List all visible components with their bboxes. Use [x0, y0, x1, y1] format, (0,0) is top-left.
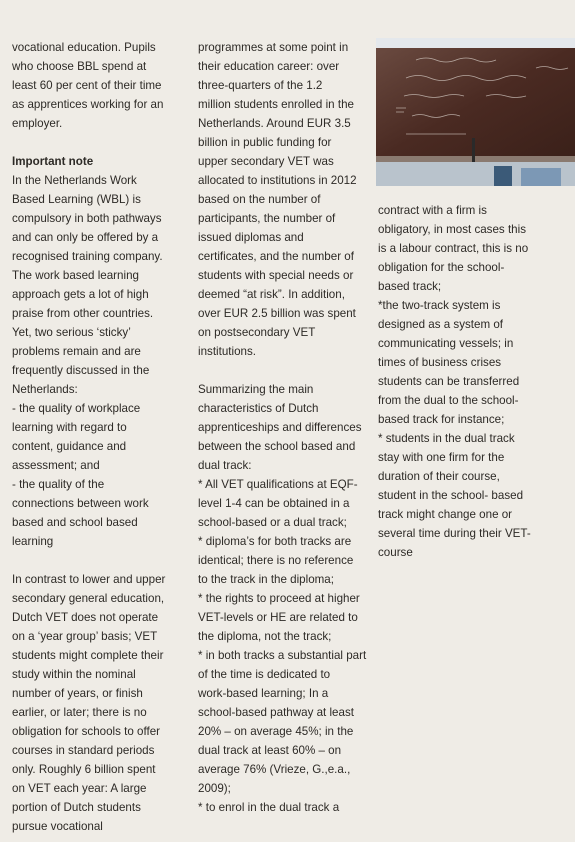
text-line: recognised training company.: [12, 250, 163, 263]
important-note: [12, 152, 176, 551]
text-line: who choose BBL spend at: [12, 60, 147, 73]
text-line: Netherlands:: [12, 383, 78, 396]
text-line: school-based pathway at least: [198, 706, 354, 719]
text-line: deemed “at risk”. In addition,: [198, 288, 345, 301]
text-line: as apprentices working for an: [12, 98, 164, 111]
text-line: billion in public funding for: [198, 136, 332, 149]
text-line: based track;: [378, 280, 442, 293]
text-line: dual track at least 60% – on: [198, 744, 342, 757]
note-body: [12, 171, 176, 551]
text-line: student in the school- based: [378, 489, 524, 502]
text-line: contract with a firm is: [378, 204, 487, 217]
text-line: based and school based: [12, 516, 138, 529]
text-line: allocated to institutions in 2012: [198, 174, 357, 187]
text-column-1: [12, 38, 176, 836]
text-line: students with special needs or: [198, 269, 354, 282]
text-line: several time during their VET-: [378, 527, 531, 540]
text-line: * diploma’s for both tracks are: [198, 535, 352, 548]
paragraph: [198, 38, 364, 361]
text-line: work-based learning; In a: [198, 687, 329, 700]
text-line: average 76% (Vrieze, G.,e.a.,: [198, 763, 351, 776]
text-line: and can only be offered by a: [12, 231, 159, 244]
text-line: portion of Dutch students: [12, 801, 141, 814]
text-line: frequently discussed in the: [12, 364, 150, 377]
text-line: on a ‘year group’ basis; VET: [12, 630, 158, 643]
text-line: course: [378, 546, 413, 559]
text-line: students might complete their: [12, 649, 164, 662]
text-line: communicating vessels; in: [378, 337, 514, 350]
text-line: over EUR 2.5 billion was spent: [198, 307, 356, 320]
text-line: from the dual to the school-: [378, 394, 519, 407]
text-line: obligation for the school-: [378, 261, 505, 274]
text-line: compulsory in both pathways: [12, 212, 162, 225]
paragraph: [198, 380, 367, 817]
text-line: programmes at some point in: [198, 41, 349, 54]
paragraph: [12, 570, 176, 836]
text-line: institutions.: [198, 345, 256, 358]
text-line: * in both tracks a substantial part: [198, 649, 367, 662]
text-line: secondary general education,: [12, 592, 165, 605]
text-line: Netherlands. Around EUR 3.5: [198, 117, 351, 130]
text-line: In the Netherlands Work: [12, 174, 137, 187]
paragraph: [378, 201, 538, 562]
text-line: level 1-4 can be obtained in a: [198, 497, 350, 510]
text-line: million students enrolled in the: [198, 98, 354, 111]
text-line: VET-levels or HE are related to: [198, 611, 358, 624]
text-line: times of business crises: [378, 356, 502, 369]
text-line: Yet, two serious ‘sticky’: [12, 326, 131, 339]
text-line: The work based learning: [12, 269, 139, 282]
text-line: study within the nominal: [12, 668, 136, 681]
text-line: to the track in the diploma;: [198, 573, 334, 586]
chalkboard-photo: [376, 38, 575, 186]
text-line: In contrast to lower and upper: [12, 573, 166, 586]
text-line: students can be transferred: [378, 375, 520, 388]
text-line: * All VET qualifications at EQF-: [198, 478, 358, 491]
text-line: Based Learning (WBL) is: [12, 193, 141, 206]
text-line: designed as a system of: [378, 318, 504, 331]
text-line: upper secondary VET was: [198, 155, 334, 168]
text-line: certificates, and the number of: [198, 250, 354, 263]
text-line: school-based or a dual track;: [198, 516, 347, 529]
text-line: based track for instance;: [378, 413, 505, 426]
text-line: * students in the dual track: [378, 432, 515, 445]
text-line: only. Roughly 6 billion spent: [12, 763, 156, 776]
text-line: of the time is dedicated to: [198, 668, 331, 681]
text-line: between the school based and: [198, 440, 356, 453]
text-line: obligatory, in most cases this: [378, 223, 526, 236]
text-line: courses in standard periods: [12, 744, 155, 757]
text-line: praise from other countries.: [12, 307, 154, 320]
text-line: 20% – on average 45%; in the: [198, 725, 354, 738]
text-line: *the two-track system is: [378, 299, 501, 312]
paragraph: [12, 38, 176, 133]
text-line: stay with one firm for the: [378, 451, 505, 464]
text-line: vocational education. Pupils: [12, 41, 156, 54]
text-line: Dutch VET does not operate: [12, 611, 159, 624]
text-line: least 60 per cent of their time: [12, 79, 162, 92]
text-line: issued diplomas and: [198, 231, 304, 244]
text-line: * the rights to proceed at higher: [198, 592, 360, 605]
text-line: assessment; and: [12, 459, 100, 472]
text-line: earlier, or later; there is no: [12, 706, 147, 719]
text-line: approach gets a lot of high: [12, 288, 149, 301]
text-line: * to enrol in the dual track a: [198, 801, 340, 814]
text-line: identical; there is no reference: [198, 554, 354, 567]
text-line: content, guidance and: [12, 440, 127, 453]
text-line: on VET each year: A large: [12, 782, 147, 795]
text-line: 2009);: [198, 782, 231, 795]
text-line: problems remain and are: [12, 345, 141, 358]
text-line: learning with regard to: [12, 421, 127, 434]
text-line: - the quality of the: [12, 478, 105, 491]
text-line: track might change one or: [378, 508, 513, 521]
text-line: their education career: over: [198, 60, 340, 73]
text-line: participants, the number of: [198, 212, 336, 225]
text-line: characteristics of Dutch: [198, 402, 319, 415]
note-heading: Important note: [12, 155, 94, 168]
text-line: number of years, or finish: [12, 687, 143, 700]
text-line: the diploma, not the track;: [198, 630, 332, 643]
text-line: based on the number of: [198, 193, 321, 206]
text-column-3: [378, 201, 538, 562]
text-line: on postsecondary VET: [198, 326, 316, 339]
text-line: pursue vocational: [12, 820, 103, 833]
text-line: dual track:: [198, 459, 252, 472]
text-line: obligation for schools to offer: [12, 725, 161, 738]
text-line: apprenticeships and differences: [198, 421, 362, 434]
text-line: is a labour contract, this is no: [378, 242, 529, 255]
text-line: three-quarters of the 1.2: [198, 79, 323, 92]
text-line: employer.: [12, 117, 63, 130]
text-line: - the quality of workplace: [12, 402, 141, 415]
text-line: connections between work: [12, 497, 149, 510]
text-line: Summarizing the main: [198, 383, 314, 396]
text-column-2: [198, 38, 367, 817]
text-line: duration of their course,: [378, 470, 500, 483]
text-line: learning: [12, 535, 54, 548]
